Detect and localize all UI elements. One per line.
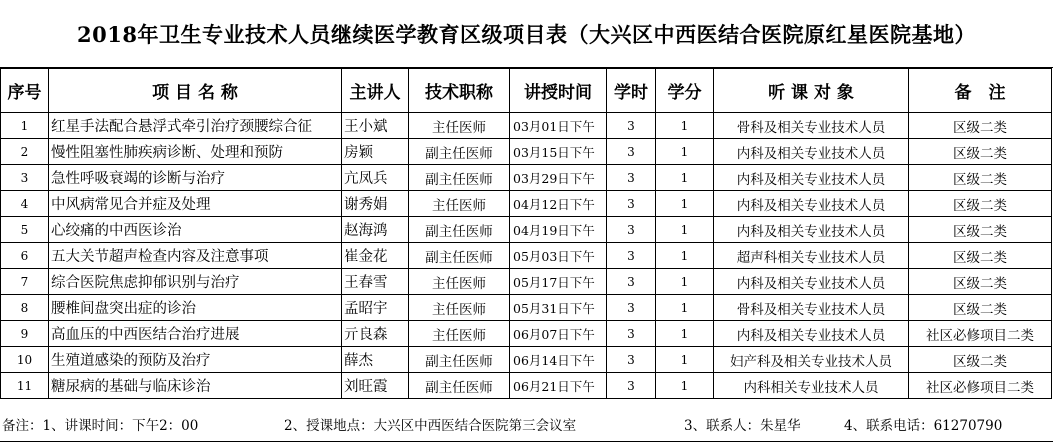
header-lecturer: 主讲人 bbox=[342, 69, 409, 113]
cell-title: 主任医师 bbox=[409, 113, 510, 139]
cell-lecturer: 崔金花 bbox=[342, 243, 409, 269]
cell-audience: 妇产科及相关专业技术人员 bbox=[714, 347, 909, 373]
table-row bbox=[1, 269, 1052, 295]
table-row bbox=[1, 113, 1052, 139]
cell-time: 06月14日下午 bbox=[510, 347, 607, 373]
cell-time: 06月07日下午 bbox=[510, 321, 607, 347]
cell-seq: 7 bbox=[1, 269, 49, 295]
table-row bbox=[1, 321, 1052, 347]
cell-time: 05月03日下午 bbox=[510, 243, 607, 269]
cell-project-name: 高血压的中西医结合治疗进展 bbox=[49, 321, 342, 347]
cell-remarks: 区级二类 bbox=[909, 269, 1052, 295]
cell-credits: 1 bbox=[656, 217, 714, 243]
cell-hours: 3 bbox=[607, 113, 656, 139]
cell-hours: 3 bbox=[607, 269, 656, 295]
cell-audience: 内科及相关专业技术人员 bbox=[714, 139, 909, 165]
cell-seq: 8 bbox=[1, 295, 49, 321]
cell-remarks: 区级二类 bbox=[909, 243, 1052, 269]
cell-remarks: 区级二类 bbox=[909, 139, 1052, 165]
cell-title: 主任医师 bbox=[409, 321, 510, 347]
cell-remarks: 社区必修项目二类 bbox=[909, 373, 1052, 399]
cell-audience: 内科及相关专业技术人员 bbox=[714, 217, 909, 243]
cell-audience: 内科及相关专业技术人员 bbox=[714, 191, 909, 217]
cell-seq: 2 bbox=[1, 139, 49, 165]
course-table bbox=[0, 68, 1052, 399]
cell-hours: 3 bbox=[607, 217, 656, 243]
cell-title: 副主任医师 bbox=[409, 139, 510, 165]
header-title: 技术职称 bbox=[409, 69, 510, 113]
cell-lecturer: 刘旺霞 bbox=[342, 373, 409, 399]
table-row bbox=[1, 139, 1052, 165]
cell-hours: 3 bbox=[607, 347, 656, 373]
cell-project-name: 五大关节超声检查内容及注意事项 bbox=[49, 243, 342, 269]
header-row bbox=[1, 69, 1052, 113]
cell-seq: 9 bbox=[1, 321, 49, 347]
cell-project-name: 生殖道感染的预防及治疗 bbox=[49, 347, 342, 373]
cell-title: 副主任医师 bbox=[409, 165, 510, 191]
table-row bbox=[1, 243, 1052, 269]
cell-title: 主任医师 bbox=[409, 191, 510, 217]
cell-audience: 内科相关专业技术人员 bbox=[714, 373, 909, 399]
cell-time: 03月29日下午 bbox=[510, 165, 607, 191]
cell-credits: 1 bbox=[656, 295, 714, 321]
table-row bbox=[1, 373, 1052, 399]
cell-lecturer: 亓良森 bbox=[342, 321, 409, 347]
cell-credits: 1 bbox=[656, 347, 714, 373]
header-hours: 学时 bbox=[607, 69, 656, 113]
cell-project-name: 糖尿病的基础与临床诊治 bbox=[49, 373, 342, 399]
cell-title: 主任医师 bbox=[409, 269, 510, 295]
header-credits: 学分 bbox=[656, 69, 714, 113]
cell-remarks: 社区必修项目二类 bbox=[909, 321, 1052, 347]
cell-project-name: 心绞痛的中西医诊治 bbox=[49, 217, 342, 243]
footer-note-time: 备注：1、讲课时间：下午2：00 bbox=[2, 417, 199, 434]
footer-note-phone: 4、联系电话：61270790 bbox=[844, 417, 1003, 434]
table-title: 2018年卫生专业技术人员继续医学教育区级项目表（大兴区中西医结合医院原红星医院基地） bbox=[0, 0, 1053, 68]
cell-seq: 11 bbox=[1, 373, 49, 399]
cell-seq: 6 bbox=[1, 243, 49, 269]
cell-credits: 1 bbox=[656, 243, 714, 269]
cell-project-name: 慢性阻塞性肺疾病诊断、处理和预防 bbox=[49, 139, 342, 165]
cell-remarks: 区级二类 bbox=[909, 113, 1052, 139]
cell-seq: 4 bbox=[1, 191, 49, 217]
cell-audience: 超声科相关专业技术人员 bbox=[714, 243, 909, 269]
cell-credits: 1 bbox=[656, 373, 714, 399]
header-time: 讲授时间 bbox=[510, 69, 607, 113]
cell-credits: 1 bbox=[656, 321, 714, 347]
cell-hours: 3 bbox=[607, 295, 656, 321]
cell-hours: 3 bbox=[607, 321, 656, 347]
table-row bbox=[1, 347, 1052, 373]
header-remarks: 备 注 bbox=[909, 69, 1052, 113]
cell-lecturer: 薛杰 bbox=[342, 347, 409, 373]
cell-time: 06月21日下午 bbox=[510, 373, 607, 399]
header-project-name: 项 目 名 称 bbox=[49, 69, 342, 113]
footer-note-contact: 3、联系人：朱星华 bbox=[684, 417, 801, 434]
header-audience: 听 课 对 象 bbox=[714, 69, 909, 113]
cell-hours: 3 bbox=[607, 243, 656, 269]
cell-seq: 5 bbox=[1, 217, 49, 243]
cell-lecturer: 亢凤兵 bbox=[342, 165, 409, 191]
cell-time: 05月17日下午 bbox=[510, 269, 607, 295]
table-row bbox=[1, 217, 1052, 243]
cell-audience: 内科及相关专业技术人员 bbox=[714, 269, 909, 295]
cell-project-name: 红星手法配合悬浮式牵引治疗颈腰综合征 bbox=[49, 113, 342, 139]
cell-lecturer: 王小斌 bbox=[342, 113, 409, 139]
cell-credits: 1 bbox=[656, 165, 714, 191]
table-row bbox=[1, 191, 1052, 217]
cell-audience: 内科及相关专业技术人员 bbox=[714, 321, 909, 347]
cell-title: 副主任医师 bbox=[409, 373, 510, 399]
footer-notes bbox=[0, 406, 1053, 442]
cell-lecturer: 赵海鸿 bbox=[342, 217, 409, 243]
cell-lecturer: 房颖 bbox=[342, 139, 409, 165]
cell-lecturer: 孟昭宇 bbox=[342, 295, 409, 321]
cell-time: 03月15日下午 bbox=[510, 139, 607, 165]
cell-credits: 1 bbox=[656, 191, 714, 217]
table-row bbox=[1, 295, 1052, 321]
cell-time: 04月19日下午 bbox=[510, 217, 607, 243]
cell-audience: 骨科及相关专业技术人员 bbox=[714, 295, 909, 321]
header-seq: 序号 bbox=[1, 69, 49, 113]
cell-time: 03月01日下午 bbox=[510, 113, 607, 139]
table-row bbox=[1, 165, 1052, 191]
cell-title: 副主任医师 bbox=[409, 217, 510, 243]
cell-remarks: 区级二类 bbox=[909, 295, 1052, 321]
cell-credits: 1 bbox=[656, 269, 714, 295]
cell-hours: 3 bbox=[607, 139, 656, 165]
cell-time: 04月12日下午 bbox=[510, 191, 607, 217]
cell-hours: 3 bbox=[607, 191, 656, 217]
cell-lecturer: 谢秀娟 bbox=[342, 191, 409, 217]
cell-project-name: 腰椎间盘突出症的诊治 bbox=[49, 295, 342, 321]
cell-title: 副主任医师 bbox=[409, 347, 510, 373]
cell-seq: 3 bbox=[1, 165, 49, 191]
cell-remarks: 区级二类 bbox=[909, 191, 1052, 217]
cell-hours: 3 bbox=[607, 165, 656, 191]
footer-note-location: 2、授课地点：大兴区中西医结合医院第三会议室 bbox=[284, 417, 577, 434]
cell-audience: 骨科及相关专业技术人员 bbox=[714, 113, 909, 139]
cell-seq: 10 bbox=[1, 347, 49, 373]
cell-seq: 1 bbox=[1, 113, 49, 139]
cell-credits: 1 bbox=[656, 139, 714, 165]
cell-remarks: 区级二类 bbox=[909, 165, 1052, 191]
cell-hours: 3 bbox=[607, 373, 656, 399]
cell-project-name: 综合医院焦虑抑郁识别与治疗 bbox=[49, 269, 342, 295]
cell-time: 05月31日下午 bbox=[510, 295, 607, 321]
cell-audience: 内科及相关专业技术人员 bbox=[714, 165, 909, 191]
cell-remarks: 区级二类 bbox=[909, 347, 1052, 373]
cell-lecturer: 王春雪 bbox=[342, 269, 409, 295]
cell-credits: 1 bbox=[656, 113, 714, 139]
cell-project-name: 急性呼吸衰竭的诊断与治疗 bbox=[49, 165, 342, 191]
cell-title: 副主任医师 bbox=[409, 243, 510, 269]
cell-remarks: 区级二类 bbox=[909, 217, 1052, 243]
cell-project-name: 中风病常见合并症及处理 bbox=[49, 191, 342, 217]
cell-title: 主任医师 bbox=[409, 295, 510, 321]
